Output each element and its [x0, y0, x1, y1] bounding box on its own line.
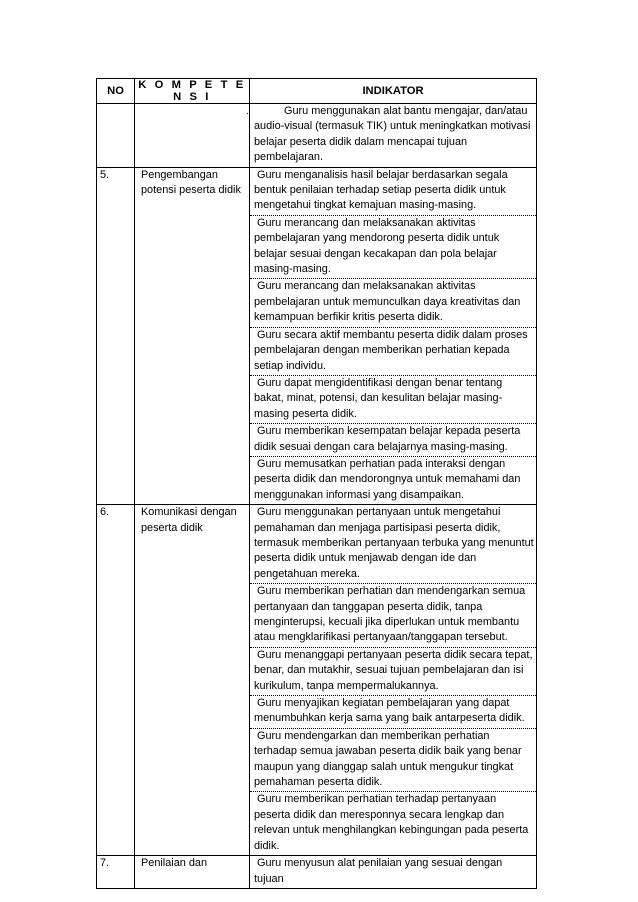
row-kompetensi: Penilaian dan [135, 856, 250, 889]
indikator-item: Guru memberikan perhatian terhadap pertanyaan peserta didik dan meresponnya secara lengkap dan relevan untuk menghilangkan kebingungan pada peserta didik. [254, 793, 529, 852]
indikator-item: Guru memusatkan perhatian pada interaksi dengan peserta didik dan mendorongnya untuk memahami dan menggunakan informasi yang disampaikan. [254, 457, 521, 501]
table-row [97, 856, 537, 889]
competency-table-page [96, 78, 536, 889]
competency-table [96, 78, 537, 889]
row-number: 5. [97, 167, 135, 505]
indikator-item: Guru mendengarkan dan memberikan perhatian terhadap semua jawaban peserta didik baik yang benar maupun yang dianggap salah untuk mengukur tingkat pemahaman peserta didik. [250, 729, 536, 793]
row-kompetensi [135, 104, 250, 168]
row-kompetensi: Pengembangan potensi peserta didik [135, 167, 250, 505]
table-row [97, 167, 537, 505]
header-kompetensi: K O M P E T E N S I [135, 79, 250, 104]
row-number: 6. [97, 505, 135, 856]
indikator-item: Guru merancang dan melaksanakan aktivitas pembelajaran untuk memunculkan daya kreativitas dan kemampuan berfikir kritis peserta didik. [250, 279, 536, 327]
row-number [97, 104, 135, 168]
row-indikator-cell [250, 167, 537, 505]
table-row [97, 104, 537, 168]
bullet-mark: . [246, 106, 249, 117]
row-indikator-cell [250, 856, 537, 889]
row-indikator-cell [250, 505, 537, 856]
row-number: 7. [97, 856, 135, 889]
indikator-item: Guru memberikan kesempatan belajar kepada peserta didik sesuai dengan cara belajarnya masing-masing. [250, 424, 536, 457]
header-no: NO [97, 79, 135, 104]
indikator-item: Guru menganalisis hasil belajar berdasarkan segala bentuk penilaian terhadap setiap peserta didik untuk mengetahui tingkat kemajuan masing-masing. [250, 168, 536, 216]
indikator-item: Guru memberikan perhatian dan mendengarkan semua pertanyaan dan tanggapan peserta didik, tanpa menginterupsi, kecuali jika diperlukan untuk membantu atau mengklarifikasi pertanyaan/tanggapan tersebut. [250, 584, 536, 648]
indikator-item: Guru menggunakan pertanyaan untuk mengetahui pemahaman dan menjaga partisipasi peserta didik, termasuk memberikan pertanyaan terbuka yang menuntut peserta didik untuk menjawab dengan ide dan pengetahuan mereka. [250, 505, 536, 584]
indikator-item: Guru merancang dan melaksanakan aktivitas pembelajaran yang mendorong peserta didik untuk belajar sesuai dengan kecakapan dan pola belajar masing-masing. [250, 216, 536, 280]
indikator-item: Guru menggunakan alat bantu mengajar, dan/atau audio-visual (termasuk TIK) untuk meningkatkan motivasi belajar peserta didik dalam mencapai tujuan pembelajaran. [254, 105, 531, 164]
indikator-item: Guru menyajikan kegiatan pembelajaran yang dapat menumbuhkan kerja sama yang baik antarpeserta didik. [250, 696, 536, 729]
row-indikator-cell [246, 104, 537, 168]
indikator-item: Guru menanggapi pertanyaan peserta didik secara tepat, benar, dan mutakhir, sesuai tujuan pembelajaran dan isi kurikulum, tanpa mempermalukannya. [250, 648, 536, 696]
header-indikator: INDIKATOR [250, 79, 537, 104]
indikator-item: Guru secara aktif membantu peserta didik dalam proses pembelajaran dengan memberikan perhatian kepada setiap individu. [250, 328, 536, 376]
row-kompetensi: Komunikasi dengan peserta didik [135, 505, 250, 856]
indikator-item: Guru dapat mengidentifikasi dengan benar tentang bakat, minat, potensi, dan kesulitan belajar masing-masing peserta didik. [250, 376, 536, 424]
table-header-row [97, 79, 537, 104]
indikator-item: Guru menyusun alat penilaian yang sesuai dengan tujuan [254, 857, 503, 885]
table-row [97, 505, 537, 856]
